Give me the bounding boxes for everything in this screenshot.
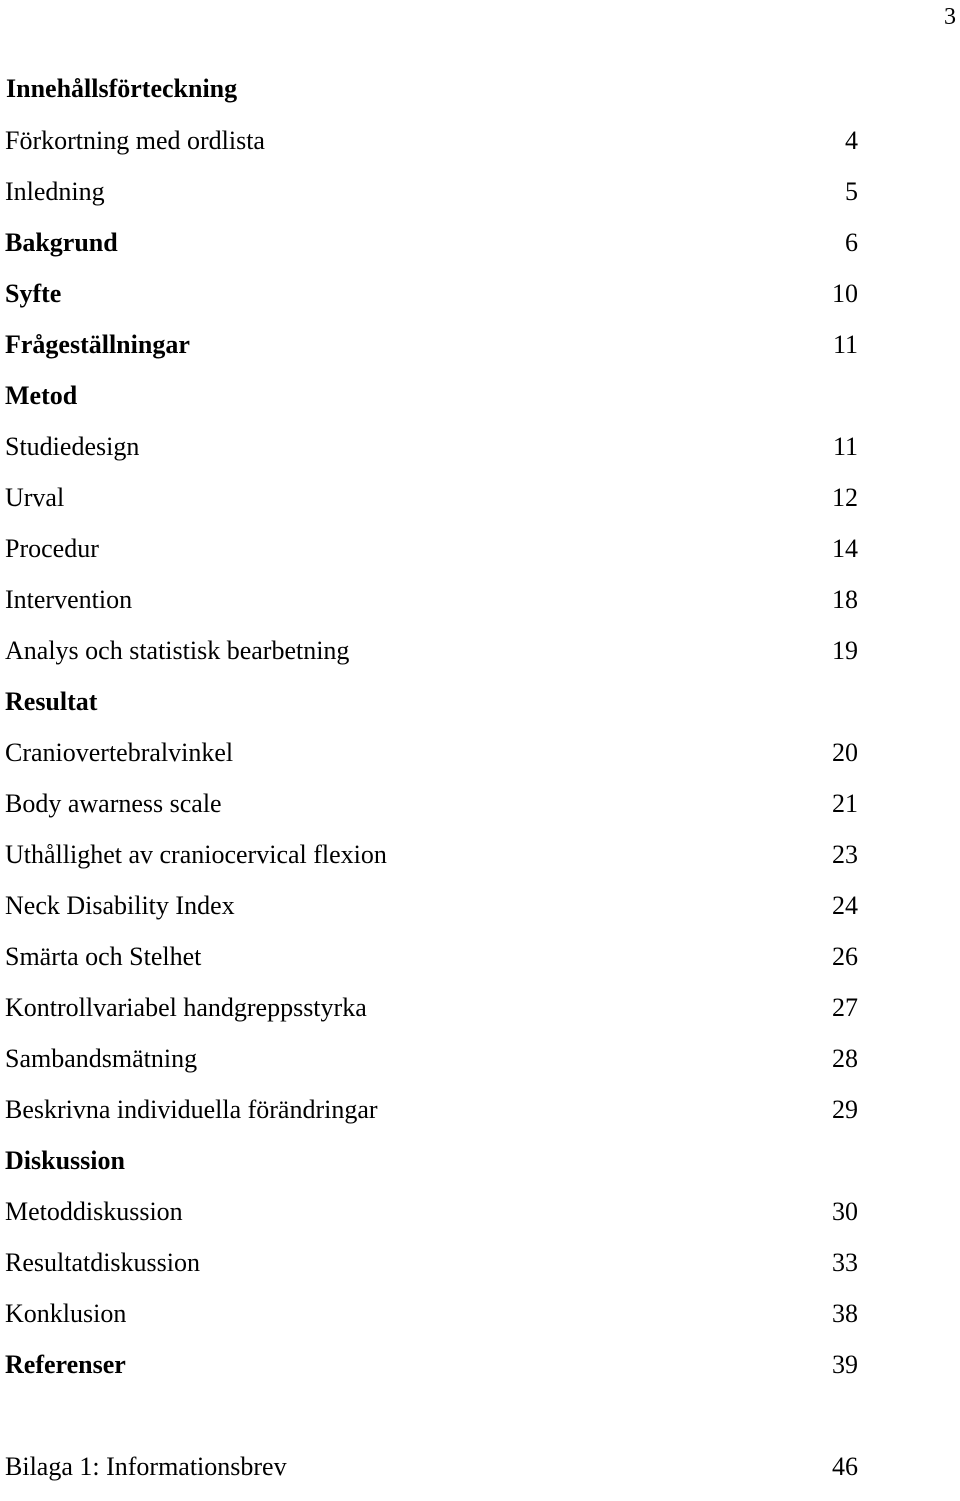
toc-entry-label: Urval [5, 483, 65, 512]
toc-entry-label: Craniovertebralvinkel [5, 738, 234, 767]
toc-entry[interactable] [0, 277, 960, 328]
toc-entry[interactable] [0, 481, 960, 532]
toc-entry[interactable] [0, 991, 960, 1042]
toc-entry-label: Smärta och Stelhet [5, 942, 202, 971]
toc-entry-label: Frågeställningar [5, 330, 190, 359]
toc-entry[interactable] [0, 175, 960, 226]
toc-entry-label: Body awarness scale [5, 789, 222, 818]
toc-entry-label: Uthållighet av craniocervical flexion [5, 840, 387, 869]
toc-entry-label: Neck Disability Index [5, 891, 235, 920]
toc-entry[interactable] [0, 532, 960, 583]
toc-entry-page: 5 [845, 177, 858, 206]
toc-entry[interactable] [0, 1450, 960, 1501]
toc-entry-label: Bilaga 1: Informationsbrev [5, 1452, 287, 1481]
toc-entry-label: Konklusion [5, 1299, 127, 1328]
toc-section-heading[interactable] [0, 685, 960, 736]
toc-entry[interactable] [0, 1297, 960, 1348]
toc-section-heading[interactable] [0, 379, 960, 430]
toc-entry[interactable] [0, 328, 960, 379]
toc-entry[interactable] [0, 889, 960, 940]
toc-entry-label: Studiedesign [5, 432, 140, 461]
toc-entry-page: 38 [832, 1299, 858, 1328]
toc-section-heading[interactable] [0, 1144, 960, 1195]
toc-entry-label: Analys och statistisk bearbetning [5, 636, 350, 665]
toc-entry-page: 12 [832, 483, 858, 512]
toc-entry-page: 18 [832, 585, 858, 614]
toc-entry-page: 46 [832, 1452, 858, 1481]
toc-entry-label: Intervention [5, 585, 133, 614]
toc-entry-label: Metod [5, 381, 78, 410]
toc-entry-page: 28 [832, 1044, 858, 1073]
toc-entry-page: 11 [832, 432, 858, 461]
toc-entry[interactable] [0, 838, 960, 889]
toc-entry-page: 6 [845, 228, 858, 257]
toc-entry-label: Kontrollvariabel handgreppsstyrka [5, 993, 367, 1022]
toc-entry-label: Sambandsmätning [5, 1044, 198, 1073]
toc-entry-label: Referenser [5, 1350, 126, 1379]
toc-list [0, 124, 960, 1501]
toc-entry[interactable] [0, 1246, 960, 1297]
toc-entry[interactable] [0, 787, 960, 838]
toc-entry-page: 4 [845, 126, 858, 155]
toc-entry-label: Syfte [5, 279, 62, 308]
toc-entry-page: 24 [832, 891, 858, 920]
toc-entry-page: 19 [832, 636, 858, 665]
toc-entry-page: 23 [832, 840, 858, 869]
toc-entry[interactable] [0, 226, 960, 277]
toc-entry-label: Beskrivna individuella förändringar [5, 1095, 378, 1124]
toc-entry-label: Inledning [5, 177, 105, 206]
page-number: 3 [944, 4, 956, 30]
toc-entry-label: Diskussion [5, 1146, 125, 1175]
toc-entry-page: 39 [832, 1350, 858, 1379]
toc-entry-label: Bakgrund [5, 228, 118, 257]
toc-entry-page: 10 [832, 279, 858, 308]
toc-entry-label: Metoddiskussion [5, 1197, 183, 1226]
toc-entry-page: 33 [832, 1248, 858, 1277]
toc-entry-page: 20 [832, 738, 858, 767]
toc-entry[interactable] [0, 736, 960, 787]
toc-entry-page: 30 [832, 1197, 858, 1226]
toc-title: Innehållsförteckning [6, 74, 238, 103]
toc-entry[interactable] [0, 634, 960, 685]
toc-entry[interactable] [0, 940, 960, 991]
toc-entry[interactable] [0, 1042, 960, 1093]
toc-entry-label: Resultat [5, 687, 98, 716]
toc-entry[interactable] [0, 1348, 960, 1399]
toc-entry[interactable] [0, 1093, 960, 1144]
toc-entry[interactable] [0, 430, 960, 481]
toc-entry-page: 29 [832, 1095, 858, 1124]
toc-entry-page: 14 [832, 534, 858, 563]
toc-entry[interactable] [0, 583, 960, 634]
toc-entry-page: 11 [832, 330, 858, 359]
toc-entry[interactable] [0, 1195, 960, 1246]
toc-entry-label: Resultatdiskussion [5, 1248, 201, 1277]
toc-entry-label: Förkortning med ordlista [5, 126, 265, 155]
toc-entry-page: 26 [832, 942, 858, 971]
toc-entry-label: Procedur [5, 534, 99, 563]
toc-entry-page: 21 [832, 789, 858, 818]
toc-entry-page: 27 [832, 993, 858, 1022]
toc-entry[interactable] [0, 124, 960, 175]
